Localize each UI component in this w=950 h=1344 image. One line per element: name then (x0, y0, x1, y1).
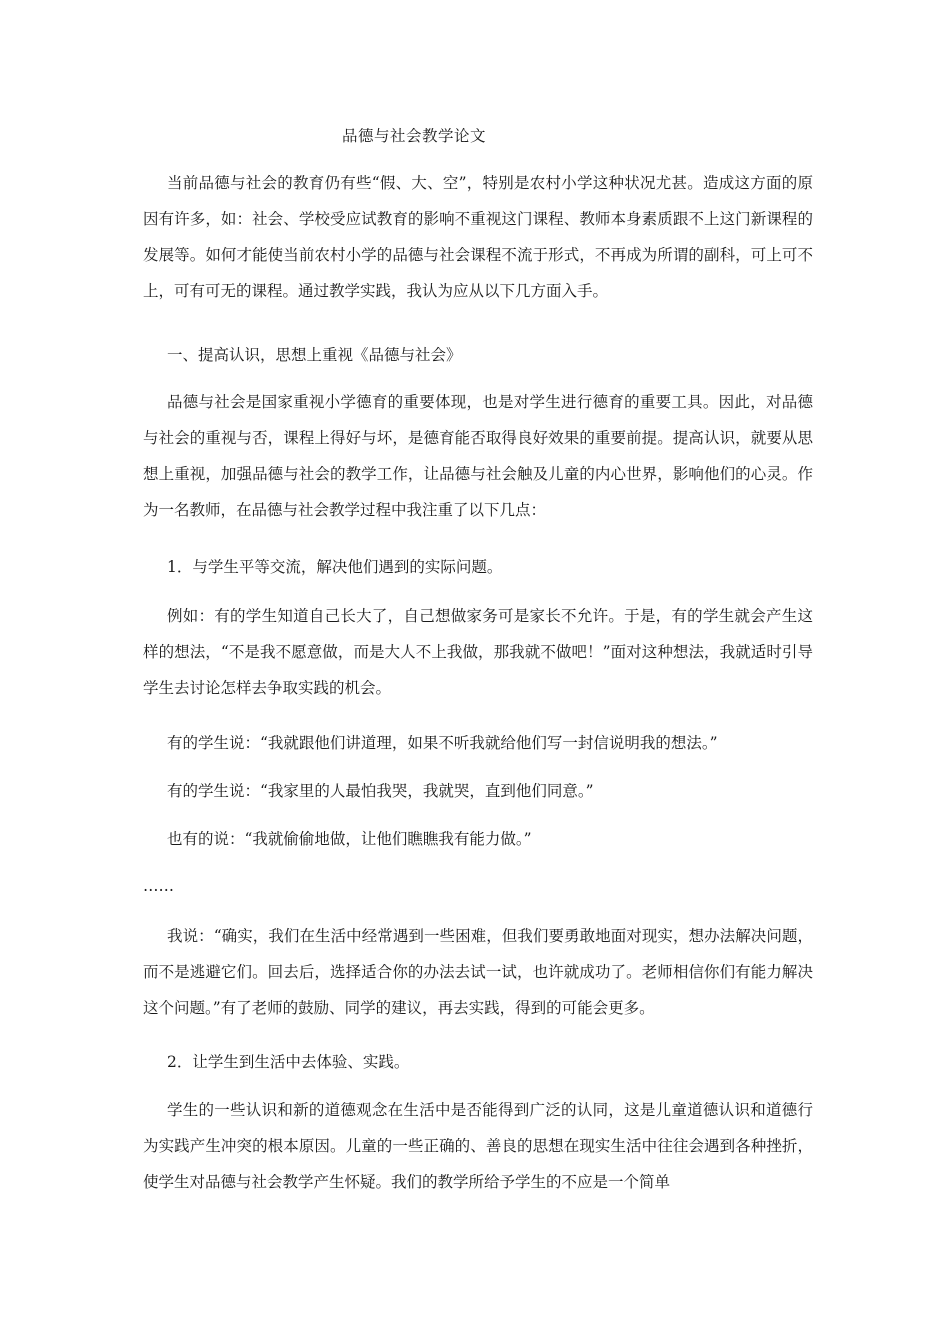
quote-student-1: 有的学生说：“我就跟他们讲道理，如果不听我就给他们写一封信说明我的想法。” (167, 734, 718, 752)
list-item-1: 1．与学生平等交流，解决他们遇到的实际问题。 (167, 558, 503, 576)
document-title: 品德与社会教学论文 (342, 127, 487, 145)
paragraph-practice: 学生的一些认识和新的道德观念在生活中是否能得到广泛的认同，这是儿童道德认识和道德行为实践产生冲突的根本原因。儿童的一些正确的、善良的思想在现实生活中往往会遇到各种挫折，使学生对品德与社会教学产生怀疑。我们的教学所给予学生的不应是一个简单 (143, 1101, 813, 1191)
ellipsis: …… (143, 877, 174, 895)
quote-student-2: 有的学生说：“我家里的人最怕我哭，我就哭，直到他们同意。” (167, 782, 594, 800)
paragraph-example: 例如：有的学生知道自己长大了，自己想做家务可是家长不允许。于是，有的学生就会产生这样的想法，“不是我不愿意做，而是大人不上我做，那我就不做吧！”面对这种想法，我就适时引导学生去讨论怎样去争取实践的机会。 (143, 607, 813, 697)
paragraph-section-1: 品德与社会是国家重视小学德育的重要体现，也是对学生进行德育的重要工具。因此，对品德与社会的重视与否，课程上得好与坏，是德育能否取得良好效果的重要前提。提高认识，就要从思想上重视，加强品德与社会的教学工作，让品德与社会触及儿童的内心世界，影响他们的心灵。作为一名教师，在品德与社会教学过程中我注重了以下几点： (143, 393, 813, 519)
paragraph-intro: 当前品德与社会的教育仍有些“假、大、空”，特别是农村小学这种状况尤甚。造成这方面的原因有许多，如：社会、学校受应试教育的影响不重视这门课程、教师本身素质跟不上这门新课程的发展等。如何才能使当前农村小学的品德与社会课程不流于形式，不再成为所谓的副科，可上可不上，可有可无的课程。通过教学实践，我认为应从以下几方面入手。 (143, 174, 813, 300)
section-heading-1: 一、提高认识，思想上重视《品德与社会》 (167, 346, 462, 364)
quote-student-3: 也有的说：“我就偷偷地做，让他们瞧瞧我有能力做。” (167, 830, 532, 848)
paragraph-teacher-response: 我说：“确实，我们在生活中经常遇到一些困难，但我们要勇敢地面对现实，想办法解决问题，而不是逃避它们。回去后，选择适合你的办法去试一试，也许就成功了。老师相信你们有能力解决这个问题。”有了老师的鼓励、同学的建议，再去实践，得到的可能会更多。 (143, 927, 813, 1017)
list-item-2: 2．让学生到生活中去体验、实践。 (167, 1053, 410, 1071)
